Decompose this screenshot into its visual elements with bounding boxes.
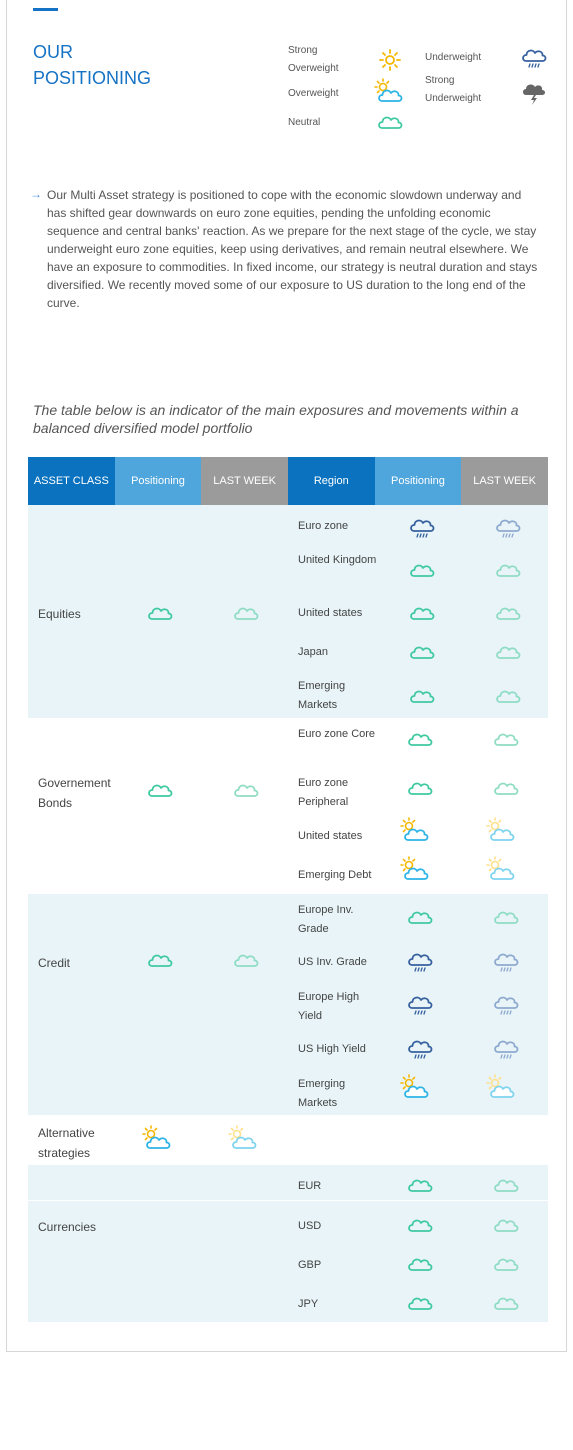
sun-icon [376,48,404,72]
region-label: Europe High Yield [298,991,360,1022]
rain-cloud-icon [494,515,522,548]
legend-neutral-label: Neutral [288,117,321,128]
asset-class-label: Currencies [38,1220,97,1234]
cloud-icon [494,557,522,590]
region-label: United states [298,607,363,619]
group-alternative-strategies [28,1115,548,1165]
rain-cloud-icon [406,1036,434,1069]
asset-class-label: Equities [38,607,81,621]
cloud-icon [492,1290,520,1323]
cloud-icon [406,1212,434,1245]
table-intro: The table below is an indicator of the main exposures and movements within a balanced diversified model portfolio [33,402,519,436]
intro-paragraph [28,186,538,312]
arrow-right-icon: → [30,187,42,201]
region-label: United states [298,830,363,842]
cloud-icon [406,1290,434,1323]
cloud-icon [232,600,260,633]
cloud-icon [146,777,174,810]
accent-bar [33,8,58,11]
group-credit [28,894,548,1115]
region-label: JPY [298,1298,319,1310]
group-equities [28,505,548,718]
cloud-icon [406,775,434,808]
cloud-icon [406,1251,434,1284]
header-asset-class: ASSET CLASS [28,457,115,505]
sun-cloud-icon [484,815,516,852]
region-label: Emerging Markets [298,680,346,711]
cloud-icon [232,777,260,810]
region-label: United Kingdom [298,554,377,566]
rain-cloud-icon [406,992,434,1025]
group-government-bonds [28,718,548,894]
asset-class-label: Governement Bonds [38,776,111,810]
header-region-positioning: Positioning [375,457,462,505]
sun-cloud-icon [140,1123,172,1160]
sun-cloud-icon [484,1072,516,1109]
intro-text: Our Multi Asset strategy is positioned to cope with the economic slowdown underway and has shifted gear downwards on euro zone equities, pending the unfolding economic sequence and central banks' reaction. As we prepare for the next stage of the cycle, we stay underweight euro zone equities, keep using derivatives, and remain neutral elsewhere. We have an exposure to commodities. In fixed income, our strategy is neutral duration and stays diversified. We recently moved some of our exposure to US duration to the long end of the curve. [47,188,538,310]
header-positioning: Positioning [115,457,202,505]
cloud-icon [492,1212,520,1245]
region-label: Emerging Debt [298,869,372,881]
legend-overweight-label: Overweight [288,88,339,99]
region-label: US Inv. Grade [298,956,367,968]
region-label: Japan [298,646,328,658]
rain-cloud-icon [492,1036,520,1069]
region-label: Emerging Markets [298,1078,346,1109]
cloud-icon [232,947,260,980]
cloud-icon [492,726,520,759]
cloud-icon [406,726,434,759]
cloud-icon [494,639,522,672]
region-label: Euro zone Core [298,728,376,740]
cloud-icon [408,557,436,590]
cloud-icon [408,683,436,716]
cloud-icon [376,109,404,142]
header-region: Region [288,457,375,505]
region-label: US High Yield [298,1043,366,1055]
sun-cloud-icon [484,854,516,891]
sun-cloud-icon [398,1072,430,1109]
asset-class-label: Credit [38,956,71,970]
sun-cloud-icon [372,76,404,113]
rain-cloud-icon [492,992,520,1025]
cloud-icon [494,683,522,716]
sun-cloud-icon [398,854,430,891]
page-title: OUR POSITIONING [33,42,152,88]
storm-cloud-icon [520,78,548,106]
header-region-last-week: LAST WEEK [461,457,548,505]
region-label: GBP [298,1259,322,1271]
cloud-icon [146,947,174,980]
cloud-icon [494,600,522,633]
region-label: Europe Inv. Grade [298,904,354,935]
cloud-icon [408,600,436,633]
region-label: USD [298,1220,322,1232]
rain-cloud-icon [520,45,548,78]
cloud-icon [492,904,520,937]
asset-class-label: Alternative strategies [38,1126,95,1160]
table-header [28,457,548,505]
sun-cloud-icon [398,815,430,852]
cloud-icon [406,904,434,937]
cloud-icon [492,775,520,808]
sun-cloud-icon [226,1123,258,1160]
cloud-icon [492,1251,520,1284]
rain-cloud-icon [492,949,520,982]
header-last-week: LAST WEEK [201,457,288,505]
group-currencies [28,1165,548,1322]
legend-strong-overweight-label: Strong Overweight [288,45,339,74]
legend-strong-underweight-label: Strong Underweight [425,75,482,104]
region-label: Euro zone Peripheral [298,777,349,808]
legend-underweight-label: Underweight [425,52,482,63]
row-divider [28,1200,548,1201]
region-label: Euro zone [298,520,349,532]
rain-cloud-icon [406,949,434,982]
region-label: EUR [298,1180,322,1192]
cloud-icon [408,639,436,672]
rain-cloud-icon [408,515,436,548]
cloud-icon [146,600,174,633]
